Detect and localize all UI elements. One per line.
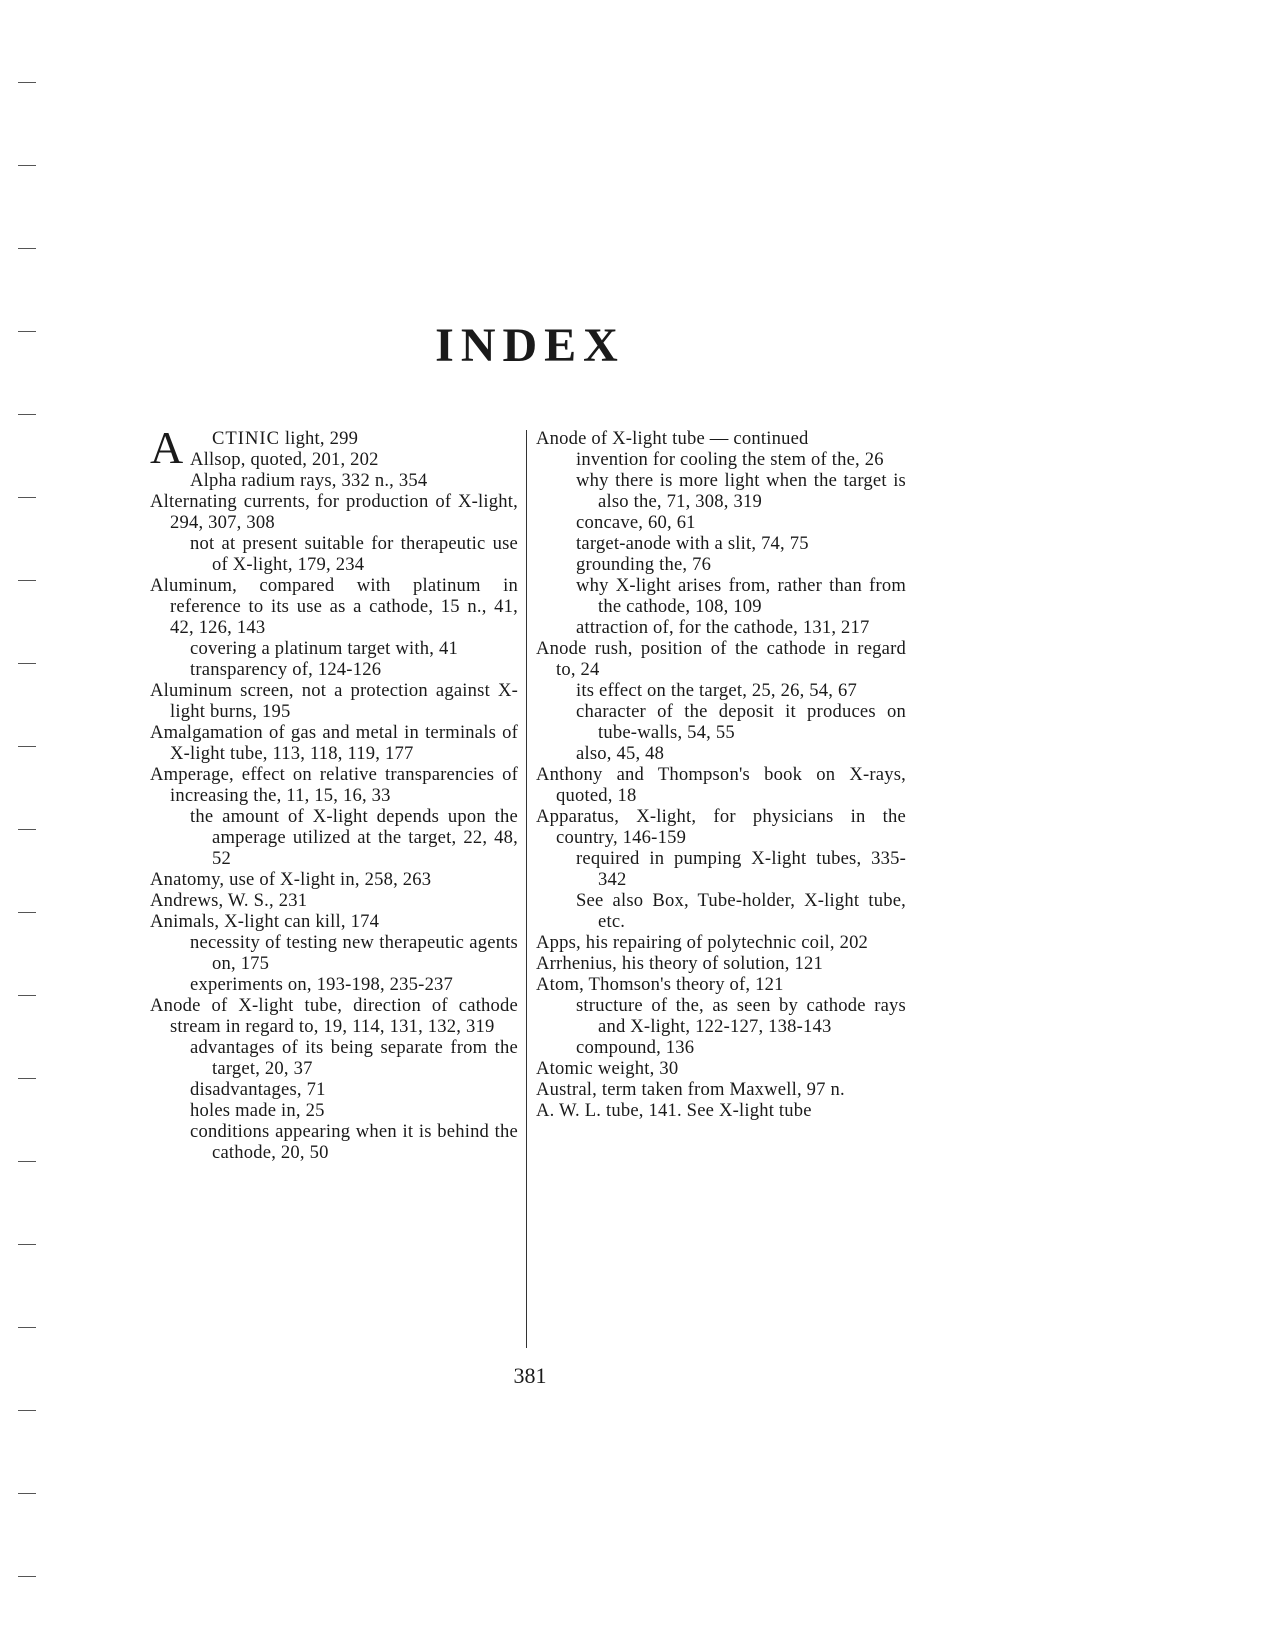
- index-entry: Anode of X-light tube — continued: [536, 428, 809, 449]
- index-entry: Anatomy, use of X-light in, 258, 263: [150, 869, 432, 890]
- margin-tick: [18, 414, 36, 415]
- index-entry: not at present suitable for therapeutic use of X-light, 179, 234: [190, 533, 518, 575]
- index-entry: conditions appearing when it is behind the cathode, 20, 50: [190, 1121, 518, 1163]
- margin-tick: [18, 1327, 36, 1328]
- index-entry: Austral, term taken from Maxwell, 97 n.: [536, 1079, 845, 1100]
- index-entry: concave, 60, 61: [576, 512, 696, 533]
- margin-tick: [18, 165, 36, 166]
- margin-tick: [18, 912, 36, 913]
- left-entries-list: [150, 449, 518, 1163]
- margin-tick: [18, 1576, 36, 1577]
- index-entry: transparency of, 124-126: [190, 659, 382, 680]
- margin-tick: [18, 82, 36, 83]
- index-entry: compound, 136: [576, 1037, 695, 1058]
- drop-cap: A: [150, 422, 184, 473]
- index-entry: Allsop, quoted, 201, 202: [190, 449, 379, 470]
- index-entry: character of the deposit it produces on tube-walls, 54, 55: [576, 701, 906, 743]
- index-entry: Anode of X-light tube, direction of cathode stream in regard to, 19, 114, 131, 132, 319: [150, 995, 518, 1037]
- page-number: 381: [513, 1363, 547, 1388]
- index-entry: holes made in, 25: [190, 1100, 325, 1121]
- index-entry: advantages of its being separate from the target, 20, 37: [190, 1037, 518, 1079]
- margin-tick: [18, 1244, 36, 1245]
- index-column-left: [150, 422, 518, 1163]
- index-entry: Aluminum screen, not a protection against X-light burns, 195: [150, 680, 518, 722]
- index-entry: why there is more light when the target is also the, 71, 308, 319: [576, 470, 906, 512]
- index-entry: required in pumping X-light tubes, 335-342: [576, 848, 906, 890]
- index-entry: also, 45, 48: [576, 743, 665, 764]
- index-entry: covering a platinum target with, 41: [190, 638, 458, 659]
- index-entry: Amperage, effect on relative transparencies of increasing the, 11, 15, 16, 33: [150, 764, 518, 806]
- margin-tick-marks: [18, 0, 38, 1642]
- index-entry: Apps, his repairing of polytechnic coil, 202: [536, 932, 869, 953]
- index-column-right: [536, 428, 906, 1121]
- index-entry: why X-light arises from, rather than from the cathode, 108, 109: [576, 575, 906, 617]
- margin-tick: [18, 580, 36, 581]
- index-entry: attraction of, for the cathode, 131, 217: [576, 617, 870, 638]
- index-entry: its effect on the target, 25, 26, 54, 67: [576, 680, 857, 701]
- margin-tick: [18, 995, 36, 996]
- index-entry: See also Box, Tube-holder, X-light tube, etc.: [576, 890, 906, 932]
- margin-tick: [18, 1161, 36, 1162]
- page-title: INDEX: [435, 319, 625, 372]
- first-entry-tail: light, 299: [279, 428, 359, 449]
- index-entry: Atom, Thomson's theory of, 121: [536, 974, 784, 995]
- index-entry: Aluminum, compared with platinum in reference to its use as a cathode, 15 n., 41, 42, 126, 143: [150, 575, 518, 638]
- index-entry: Alternating currents, for production of X-light, 294, 307, 308: [150, 491, 518, 533]
- index-entry: Alpha radium rays, 332 n., 354: [190, 470, 428, 491]
- index-entry: A. W. L. tube, 141. See X-light tube: [536, 1100, 812, 1121]
- margin-tick: [18, 829, 36, 830]
- index-entry: necessity of testing new therapeutic agents on, 175: [190, 932, 518, 974]
- index-entry: invention for cooling the stem of the, 26: [576, 449, 884, 470]
- margin-tick: [18, 1410, 36, 1411]
- margin-tick: [18, 248, 36, 249]
- index-entry: experiments on, 193-198, 235-237: [190, 974, 454, 995]
- index-entry: Anthony and Thompson's book on X-rays, quoted, 18: [536, 764, 906, 806]
- margin-tick: [18, 497, 36, 498]
- index-entry: Atomic weight, 30: [536, 1058, 679, 1079]
- index-entry: Apparatus, X-light, for physicians in the country, 146-159: [536, 806, 906, 848]
- index-entry: Animals, X-light can kill, 174: [150, 911, 380, 932]
- index-entry: target-anode with a slit, 74, 75: [576, 533, 809, 554]
- margin-tick: [18, 1078, 36, 1079]
- margin-tick: [18, 1493, 36, 1494]
- right-entries-list: [536, 428, 906, 1121]
- margin-tick: [18, 746, 36, 747]
- index-entry: Arrhenius, his theory of solution, 121: [536, 953, 823, 974]
- index-entry: disadvantages, 71: [190, 1079, 326, 1100]
- index-entry: grounding the, 76: [576, 554, 712, 575]
- index-entry: Andrews, W. S., 231: [150, 890, 308, 911]
- index-entry: the amount of X-light depends upon the amperage utilized at the target, 22, 48, 52: [190, 806, 518, 869]
- index-entry: Amalgamation of gas and metal in terminals of X-light tube, 113, 118, 119, 177: [150, 722, 518, 764]
- margin-tick: [18, 663, 36, 664]
- index-entry: Anode rush, position of the cathode in regard to, 24: [536, 638, 906, 680]
- column-divider: [526, 430, 527, 1348]
- first-entry-word: CTINIC: [212, 428, 280, 449]
- index-entry: structure of the, as seen by cathode rays and X-light, 122-127, 138-143: [576, 995, 906, 1037]
